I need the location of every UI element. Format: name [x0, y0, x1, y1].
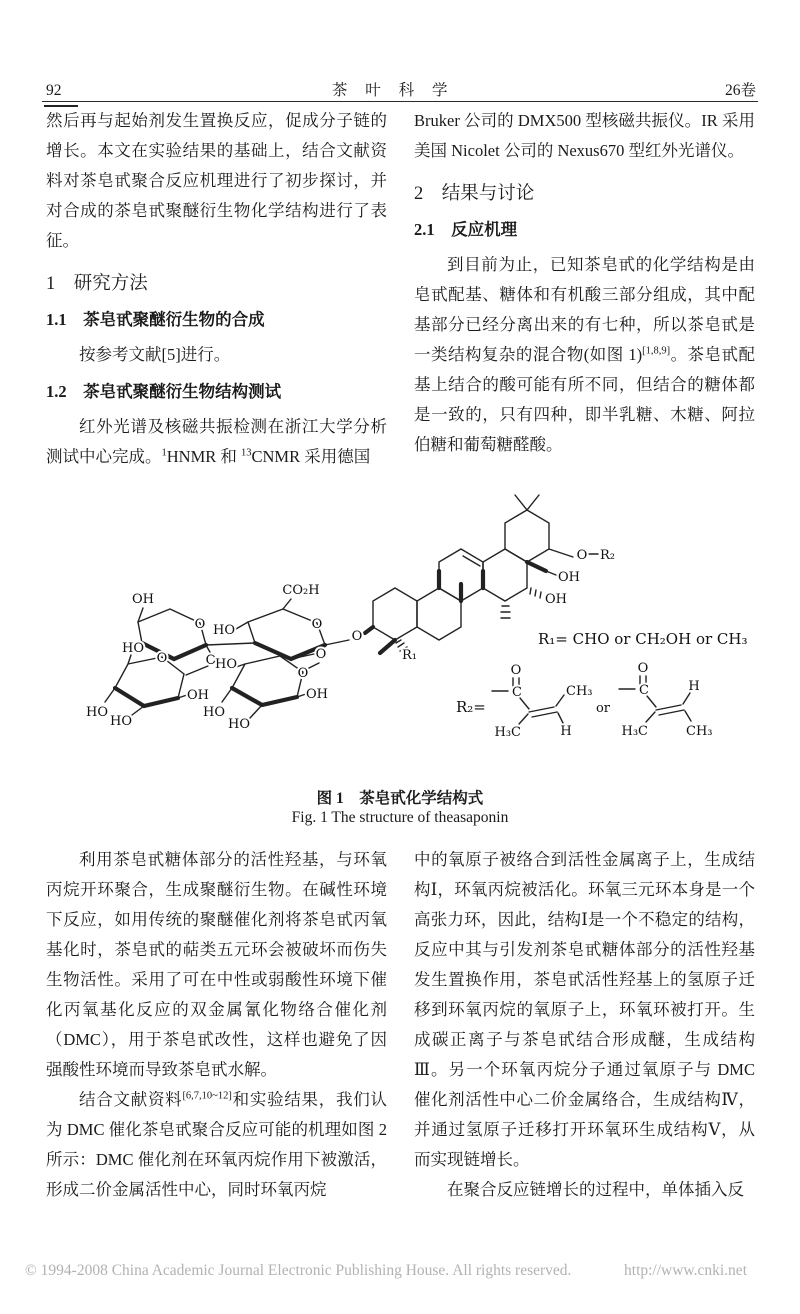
oh-label: OH: [132, 592, 154, 607]
r1-label: R₁: [402, 648, 417, 663]
r2-chain-label: R₂: [600, 548, 615, 563]
paragraph: 在聚合反应链增长的过程中，单体插入反: [447, 1180, 744, 1199]
ring-oxygen-label: O: [194, 617, 206, 632]
ho-label: HO: [213, 623, 235, 638]
oxygen-label: O: [576, 548, 588, 563]
paragraph: 1 研究方法: [46, 274, 148, 294]
paragraph: 然后再与起始剂发生置换反应，促成分子链的增长。本文在实验结果的基础上，结合文献资料对茶皂甙聚合反应机理进行了初步探讨，并对合成的茶皂甙聚醚衍生物化学结构进行了表征。: [46, 111, 387, 250]
column-lower-left: [46, 845, 387, 1205]
oxygen-label: O: [510, 663, 522, 678]
or-word: or: [595, 701, 611, 716]
paragraph: 1.2 茶皂甙聚醚衍生物结构测试: [46, 382, 282, 401]
figure-caption-en: Fig. 1 The structure of theasaponin: [291, 809, 509, 826]
paragraph: 1.1 茶皂甙聚醚衍生物的合成: [46, 310, 265, 329]
ho-label: HO: [228, 717, 250, 732]
r2-definition: R₂=: [456, 698, 486, 716]
link-oxygen-label: O: [205, 653, 217, 668]
page-footer: [25, 1262, 747, 1280]
paragraph: 结合文献资料[6,7,10~12]和实验结果，我们认为 DMC 催化茶皂甙聚合反应可能的机理如图 2 所示：DMC 催化剂在环氧丙烷作用下被激活，形成二价金属活性中心，同时环氧丙烷: [46, 1090, 388, 1199]
volume-label: 26卷: [724, 82, 756, 99]
ho-label: HO: [215, 657, 237, 672]
paragraph: 红外光谱及核磁共振检测在浙江大学分析测试中心完成。$^1$HNMR 和 $^{13}$CNMR 采用德国: [46, 417, 387, 466]
theasaponin-structure-figure: [40, 482, 760, 782]
r1-definition: R₁= CHO or CH₂OH or CH₃: [538, 630, 748, 648]
ring-oxygen-label: O: [156, 651, 168, 666]
paragraph: 2.1 反应机理: [414, 220, 518, 239]
co2h-label: CO₂H: [282, 583, 320, 598]
ho-label: HO: [86, 705, 108, 720]
oh-label: OH: [545, 592, 567, 607]
h3c-label: H₃C: [494, 725, 521, 740]
h-label: H: [560, 724, 572, 739]
copyright-text: © 1994-2008 China Academic Journal Electronic Publishing House. All rights reserved.: [25, 1262, 572, 1279]
footer-url: http://www.cnki.net: [624, 1262, 747, 1279]
page-number: 92: [46, 82, 62, 99]
paragraph: 2 结果与讨论: [414, 184, 535, 204]
carbon-label: C: [512, 685, 522, 700]
ring-oxygen-label: O: [297, 666, 309, 681]
paragraph: 按参考文献[5]进行。: [79, 345, 231, 364]
column-upper-right: [414, 106, 755, 460]
link-oxygen-label: O: [315, 647, 327, 662]
ch3-label: CH₃: [686, 724, 713, 739]
paragraph: 到目前为止，已知茶皂甙的化学结构是由皂甙配基、糖体和有机酸三部分组成，其中配基部分已经分离出来的有七种，所以茶皂甙是一类结构复杂的混合物(如图 1)[1,8,9]。茶皂甙配基上结合的酸可能有所不同，但结合的糖体都是一致的，只有四种，即半乳糖、木糖、阿拉伯糖和葡萄糖醛酸。: [414, 255, 755, 454]
column-upper-left: [46, 106, 387, 472]
page-header: [46, 78, 756, 100]
h3c-label: H₃C: [621, 724, 648, 739]
oh-label: OH: [306, 687, 328, 702]
glycosidic-oxygen-label: O: [351, 629, 363, 644]
oxygen-label: O: [637, 661, 649, 676]
oh-label: OH: [558, 570, 580, 585]
ring-oxygen-label: O: [311, 617, 323, 632]
oh-label: OH: [187, 688, 209, 703]
ch3-label: CH₃: [566, 684, 593, 699]
figure-caption-zh: 图 1 茶皂甙化学结构式: [316, 790, 484, 807]
carbon-label: C: [639, 683, 649, 698]
ho-label: HO: [122, 641, 144, 656]
header-rule: [42, 101, 758, 102]
paragraph: Bruker 公司的 DMX500 型核磁共振仪。IR 采用美国 Nicolet 公司的 Nexus670 型红外光谱仪。: [414, 111, 755, 160]
column-lower-right: [414, 845, 755, 1205]
ho-label: HO: [203, 705, 225, 720]
journal-title: 茶 叶 科 学: [331, 82, 455, 99]
ho-label: HO: [110, 714, 132, 729]
paragraph: 中的氧原子被络合到活性金属离子上，生成结构Ⅰ，环氧丙烷被活化。环氧三元环本身是一个高张力环，因此，结构Ⅰ是一个不稳定的结构，反应中其与引发剂茶皂甙糖体部分的活性羟基发生置换作用，茶皂甙活性羟基上的氢原子迁移到环氧丙烷的氧原子上，环氧环被打开。生成碳正离子与茶皂甙结合形成醚，生成结构Ⅲ。另一个环氧丙烷分子通过氧原子与 DMC 催化剂活性中心二价金属络合，生成结构Ⅳ，并通过氢原子迁移打开环氧环生成结构Ⅴ，从而实现链增长。: [414, 850, 755, 1169]
paragraph: 利用茶皂甙糖体部分的活性羟基，与环氧丙烷开环聚合，生成聚醚衍生物。在碱性环境下反应，如用传统的聚醚催化剂将茶皂甙丙氧基化时，茶皂甙的萜类五元环会被破坏而伤失生物活性。采用了可在中性或弱酸性环境下催化丙氧基化反应的双金属氰化物络合催化剂（DMC），用于茶皂甙改性，这样也避免了因强酸性环境而导致茶皂甙水解。: [46, 850, 387, 1079]
h-label: H: [688, 679, 700, 694]
